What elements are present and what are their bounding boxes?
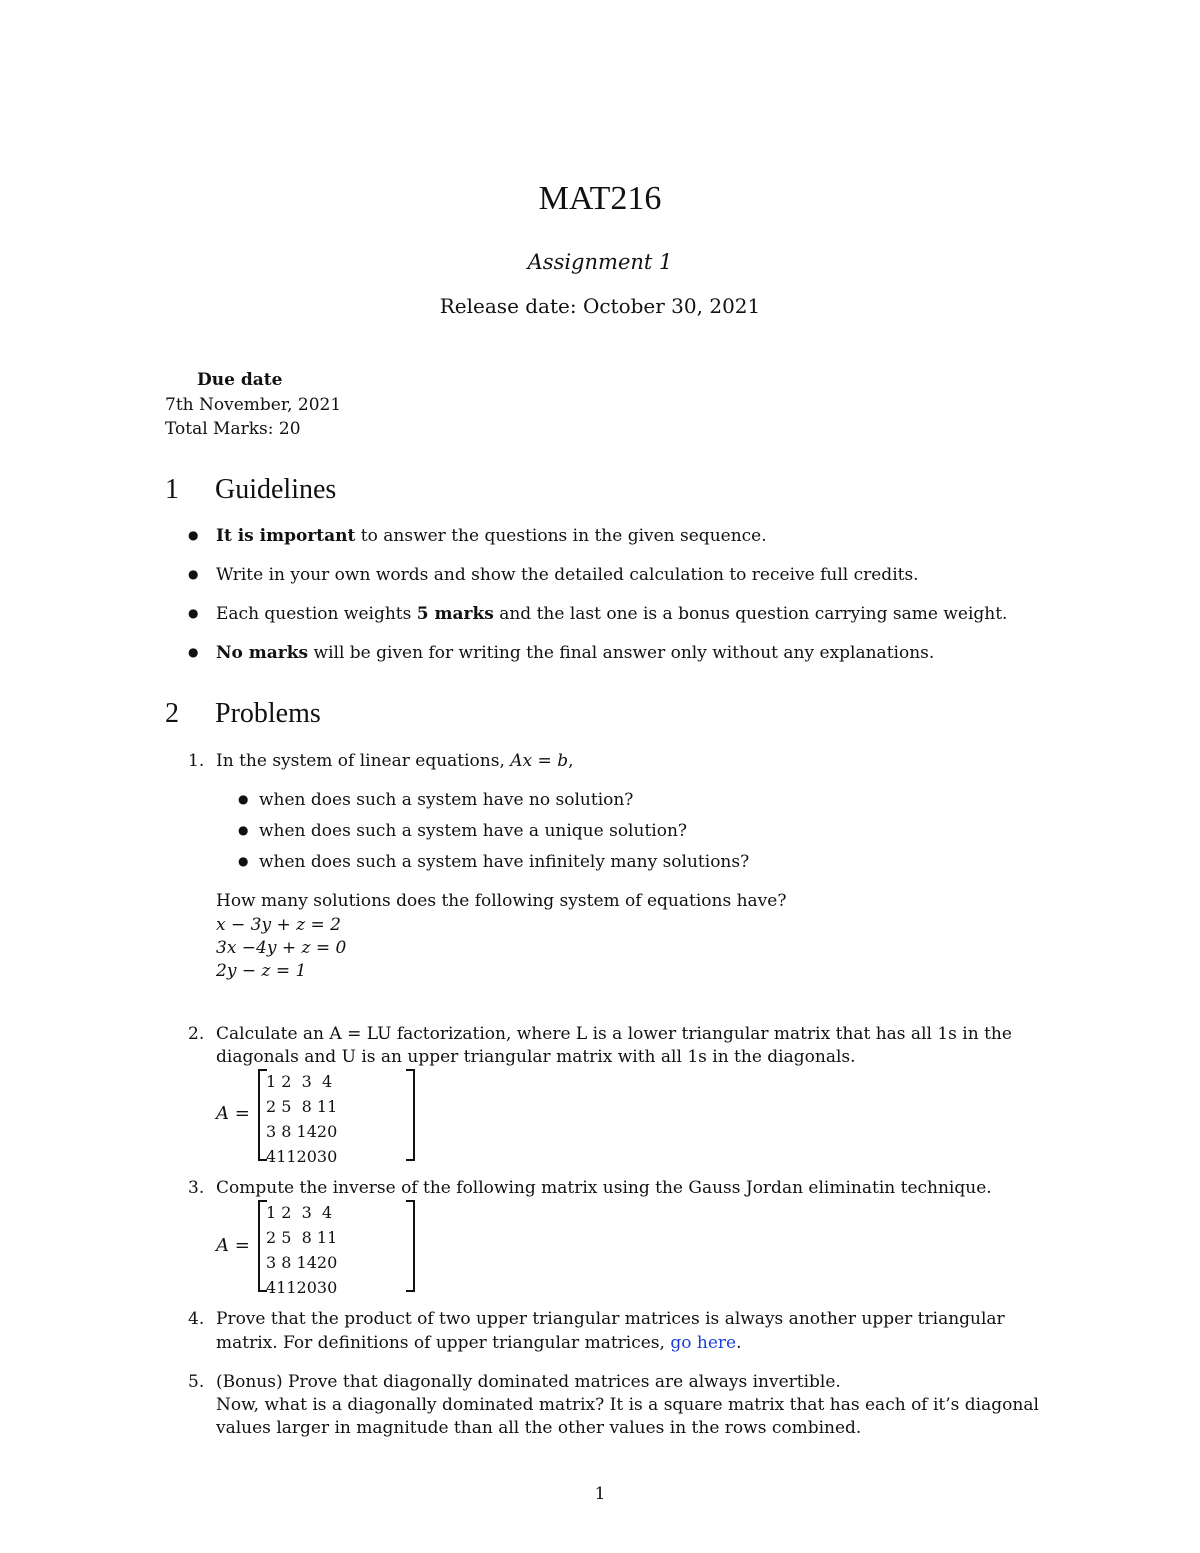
matrix-cell: 30 (316, 1147, 338, 1166)
sub-question-text: when does such a system have a unique solution? (259, 821, 688, 841)
guideline-emphasis: No marks (216, 643, 309, 663)
matrix-cell: 11 (316, 1228, 338, 1247)
assignment-subtitle: Assignment 1 (527, 250, 673, 274)
guideline-emphasis: 5 marks (416, 604, 494, 624)
guideline-item (188, 565, 919, 585)
problem-1 (188, 751, 574, 771)
guideline-text: to answer the questions in the given sequence. (355, 526, 767, 546)
problem-3 (188, 1178, 992, 1198)
matrix-cell: 1 (266, 1203, 277, 1222)
problem-text: Prove that the product of two upper triangular matrices is always another upper triangular (216, 1309, 1005, 1329)
section-guidelines-heading (165, 474, 336, 506)
matrix-cell: 3 (301, 1203, 312, 1222)
total-marks: Total Marks: 20 (165, 419, 301, 439)
problem-text: diagonals and U is an upper triangular matrix with all 1s in the diagonals. (216, 1047, 856, 1067)
matrix-cell: 8 (281, 1122, 292, 1141)
bullet-icon: ● (238, 854, 249, 868)
matrix-cell: 20 (316, 1253, 338, 1272)
bullet-icon: ● (188, 606, 199, 620)
bullet-icon: ● (188, 528, 199, 542)
page-number: 1 (594, 1484, 606, 1504)
problem-number: 2. (188, 1024, 205, 1044)
matrix-cell: 8 (301, 1228, 312, 1247)
matrix-cell: 30 (316, 1278, 338, 1297)
problem-question: How many solutions does the following system of equations have? (216, 891, 787, 911)
matrix-cell: 11 (276, 1147, 297, 1166)
matrix-cell: 11 (316, 1097, 338, 1116)
sub-question (238, 852, 749, 872)
section-title: Guidelines (215, 474, 337, 505)
section-problems-heading (165, 698, 321, 730)
problem-text-line (216, 1333, 741, 1353)
problem-4 (188, 1309, 1005, 1329)
problem-text: , (568, 751, 574, 771)
matrix-cell: 1 (266, 1072, 277, 1091)
bullet-icon: ● (188, 567, 199, 581)
matrix-cell: 8 (281, 1253, 292, 1272)
matrix-cell: 2 (266, 1228, 277, 1247)
problem-5 (188, 1372, 841, 1392)
section-number: 1 (165, 474, 179, 505)
matrix-cell: 3 (301, 1072, 312, 1091)
matrix-cell: 8 (301, 1097, 312, 1116)
math-expression: Ax = b (510, 751, 569, 771)
matrix-bracket-right (406, 1069, 415, 1161)
guideline-text: and the last one is a bonus question carrying same weight. (493, 604, 1008, 624)
matrix-cell: 3 (266, 1253, 277, 1272)
sub-question (238, 821, 687, 841)
problem-text: matrix. For definitions of upper triangular matrices, (216, 1333, 671, 1353)
problem-text: Now, what is a diagonally dominated matrix? It is a square matrix that has each of it’s diagonal (216, 1395, 1039, 1415)
section-title: Problems (215, 698, 321, 729)
problem-text: In the system of linear equations, (216, 751, 511, 771)
problem-text: . (736, 1333, 742, 1353)
guideline-text: Write in your own words and show the detailed calculation to receive full credits. (216, 565, 919, 585)
problem-number: 5. (188, 1372, 205, 1392)
matrix-cell: 4 (321, 1072, 333, 1091)
matrix-table (266, 1069, 337, 1169)
problem-number: 4. (188, 1309, 205, 1329)
matrix-cell: 4 (266, 1147, 277, 1166)
bullet-icon: ● (238, 792, 249, 806)
matrix-table (266, 1200, 337, 1300)
equation: 3x −4y + z = 0 (216, 938, 347, 958)
guideline-emphasis: It is important (216, 526, 356, 546)
equation: x − 3y + z = 2 (216, 915, 341, 935)
document-title: MAT216 (538, 180, 662, 217)
matrix-cell: 3 (266, 1122, 277, 1141)
sub-question-text: when does such a system have no solution? (259, 790, 634, 810)
problem-text: values larger in magnitude than all the other values in the rows combined. (216, 1418, 862, 1438)
bullet-icon: ● (238, 823, 249, 837)
equation: 2y − z = 1 (216, 961, 307, 981)
matrix-cell: 5 (281, 1097, 292, 1116)
sub-question-text: when does such a system have infinitely many solutions? (259, 852, 750, 872)
matrix-cell: 20 (296, 1278, 317, 1297)
due-date-value: 7th November, 2021 (165, 395, 342, 415)
release-date: Release date: October 30, 2021 (439, 294, 761, 318)
guideline-item (188, 526, 767, 546)
definition-link[interactable]: go here (670, 1333, 737, 1353)
matrix-cell: 5 (281, 1228, 292, 1247)
matrix-cell: 4 (321, 1203, 333, 1222)
matrix-cell: 14 (296, 1122, 317, 1141)
problem-2 (188, 1024, 1012, 1044)
bullet-icon: ● (188, 645, 199, 659)
matrix-cell: 4 (266, 1278, 277, 1297)
due-date-heading: Due date (197, 370, 283, 390)
section-number: 2 (165, 698, 179, 729)
guideline-text: Each question weights (216, 604, 417, 624)
problem-text: Calculate an A = LU factorization, where L is a lower triangular matrix that has all 1s in the (216, 1024, 1012, 1044)
matrix-label: A = (216, 1103, 250, 1124)
problem-number: 3. (188, 1178, 205, 1198)
matrix-cell: 2 (281, 1072, 292, 1091)
matrix-cell: 14 (296, 1253, 317, 1272)
matrix-cell: 2 (266, 1097, 277, 1116)
guideline-text: will be given for writing the final answer only without any explanations. (308, 643, 935, 663)
matrix-cell: 20 (296, 1147, 317, 1166)
matrix-cell: 11 (276, 1278, 297, 1297)
matrix-cell: 20 (316, 1122, 338, 1141)
guideline-item (188, 643, 934, 663)
sub-question (238, 790, 633, 810)
problem-text: Compute the inverse of the following matrix using the Gauss Jordan eliminatin technique. (216, 1178, 992, 1198)
problem-text: (Bonus) Prove that diagonally dominated matrices are always invertible. (216, 1372, 841, 1392)
problem-number: 1. (188, 751, 205, 771)
matrix-cell: 2 (281, 1203, 292, 1222)
guideline-item (188, 604, 1007, 624)
matrix-bracket-right (406, 1200, 415, 1292)
matrix-label: A = (216, 1235, 250, 1256)
